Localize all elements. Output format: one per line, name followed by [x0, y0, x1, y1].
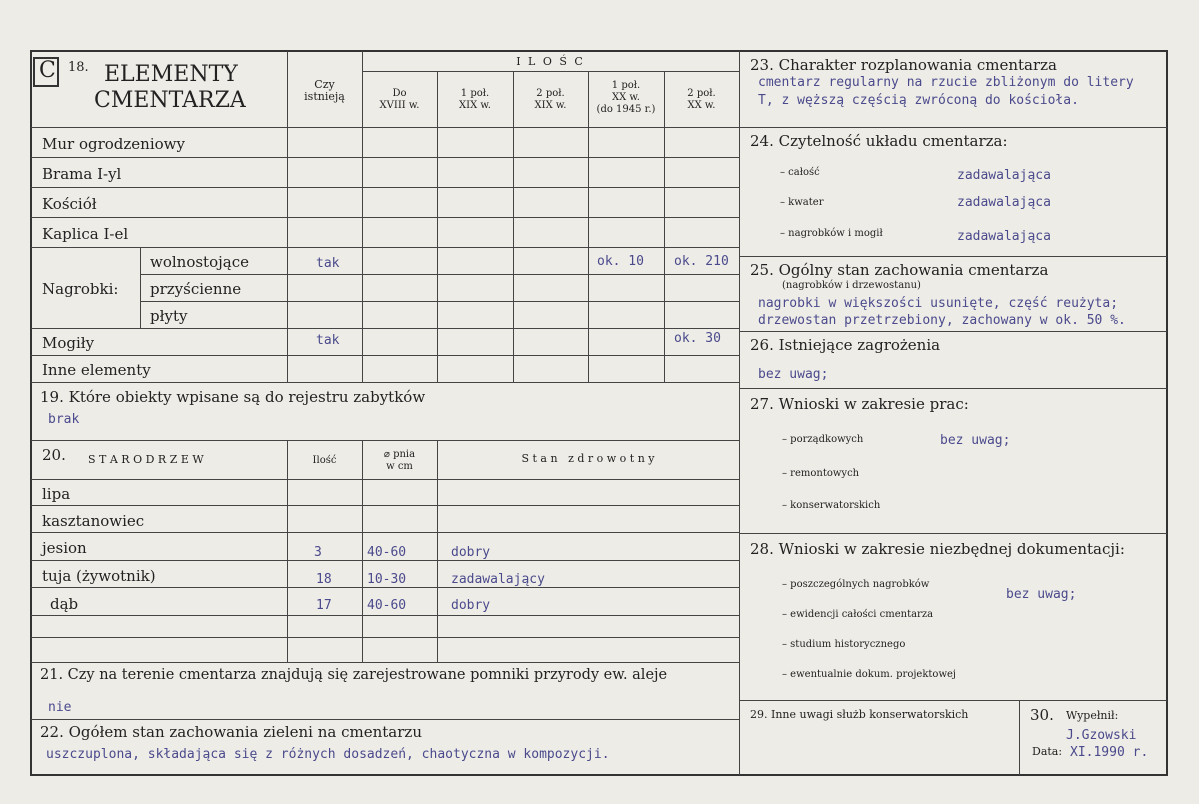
tree-count: 3 [314, 545, 322, 560]
trees-count-header: Ilość [312, 455, 337, 466]
section-18-title-2: CMENTARZA [94, 88, 246, 113]
row-wolnostojace: wolnostojące [150, 253, 249, 271]
grid-line [31, 560, 739, 561]
tree-state: dobry [451, 545, 491, 560]
trees-state-header: S t a n z d r o w o t n y [521, 452, 655, 465]
section-24-label: 24. Czytelność układu cmentarza: [750, 132, 1008, 150]
exists-header-1: Czy [314, 78, 335, 91]
tree-name: lipa [42, 485, 71, 503]
row-plyty: płyty [150, 307, 188, 325]
section-18-number: 18. [68, 60, 89, 75]
legibility-value-1: zadawalająca [957, 168, 1051, 183]
period-4-b: XX w. [612, 92, 640, 103]
grid-line [739, 331, 1167, 332]
grid-line [140, 247, 141, 328]
period-4-a: 1 poł. [611, 80, 641, 91]
grid-line [437, 72, 438, 382]
tree-diameter: 40-60 [367, 545, 407, 560]
grid-line [31, 532, 739, 533]
tree-state: dobry [451, 598, 491, 613]
tree-name: kasztanowiec [42, 512, 145, 530]
grid-line [31, 505, 739, 506]
grid-line [739, 256, 1167, 257]
grid-line [140, 301, 739, 302]
wolno-period4-value: ok. 10 [597, 254, 644, 269]
tree-diameter: 40-60 [367, 598, 407, 613]
section-19-label: 19. Które obiekty wpisane są do rejestru zabytków [40, 388, 426, 406]
section-21-value: nie [48, 700, 72, 715]
period-1-a: Do [392, 88, 407, 99]
grid-line [664, 72, 665, 382]
grid-line [31, 719, 739, 720]
docs-item-2: – ewidencji całości cmentarza [782, 609, 934, 620]
section-23-line-2: T, z węższą częścią zwróconą do kościoła. [758, 93, 1079, 108]
period-2-b: XIX w. [459, 100, 491, 111]
tree-name: jesion [42, 539, 87, 557]
works-value-1: bez uwag; [940, 433, 1011, 448]
mogily-exists-value: tak [316, 333, 340, 348]
grid-line [588, 72, 589, 382]
period-5-a: 2 poł. [687, 88, 716, 99]
grid-line [31, 157, 739, 158]
grid-line [31, 328, 739, 329]
grid-line [287, 440, 288, 662]
filled-by-name: J.Gzowski [1066, 728, 1137, 743]
quantity-header: I L O Ś C [516, 55, 585, 68]
docs-item-1: – poszczególnych nagrobków [782, 579, 930, 590]
tree-name: dąb [50, 595, 79, 613]
legibility-value-2: zadawalająca [957, 195, 1051, 210]
tree-count: 18 [316, 572, 332, 587]
works-item-1: – porządkowych [782, 434, 864, 445]
row-nagrobki: Nagrobki: [42, 280, 119, 298]
row-mogily: Mogiły [42, 334, 95, 352]
works-item-3: – konserwatorskich [782, 500, 881, 511]
exists-header-2: istnieją [304, 90, 345, 103]
section-29-label: 29. Inne uwagi służb konserwatorskich [750, 708, 969, 721]
period-3-b: XIX w. [534, 100, 567, 111]
legibility-item-2: – kwater [780, 197, 824, 208]
grid-line [31, 662, 739, 663]
legibility-item-3: – nagrobków i mogił [780, 228, 883, 239]
grid-line [739, 700, 1167, 701]
tree-state: zadawalający [451, 572, 545, 587]
section-20-title: S T A R O D R Z E W [88, 453, 204, 466]
docs-item-3: – studium historycznego [782, 639, 906, 650]
row-brama: Brama I-yl [42, 165, 122, 183]
row-mur: Mur ogrodzeniowy [42, 135, 185, 153]
tree-diameter: 10-30 [367, 572, 407, 587]
row-kaplica: Kaplica I-el [42, 225, 129, 243]
grid-line [31, 479, 739, 480]
period-1-b: XVIII w. [379, 100, 420, 111]
section-21-label: 21. Czy na terenie cmentarza znajdują się zarejestrowane pomniki przyrody ew. aleje [40, 667, 668, 683]
row-kosciol: Kościół [42, 195, 97, 213]
legibility-item-1: – całość [780, 167, 820, 178]
section-25-line-2: drzewostan przetrzebiony, zachowany w ok. 50 %. [758, 313, 1126, 328]
tree-name: tuja (żywotnik) [42, 567, 156, 585]
section-26-label: 26. Istniejące zagrożenia [750, 336, 941, 354]
grid-line [31, 187, 739, 188]
grid-line [31, 355, 739, 356]
grid-line [31, 127, 739, 128]
section-30-number: 30. [1030, 706, 1054, 724]
grid-line [31, 637, 739, 638]
column-divider [739, 51, 740, 775]
section-26-value: bez uwag; [758, 367, 829, 382]
legibility-value-3: zadawalająca [957, 229, 1051, 244]
docs-value: bez uwag; [1006, 587, 1077, 602]
tree-count: 17 [316, 598, 332, 613]
grid-line [31, 440, 739, 441]
section-19-value: brak [48, 412, 80, 427]
trees-diameter-header-1: ⌀ pnia [383, 449, 416, 460]
section-22-value: uszczuplona, składająca się z różnych dosadzeń, chaotyczna w kompozycji. [46, 747, 610, 762]
date-label: Data: [1032, 745, 1063, 758]
grid-line [31, 615, 739, 616]
grid-line [362, 71, 739, 72]
wolno-period5-value: ok. 210 [674, 254, 729, 269]
grid-line [362, 440, 363, 662]
row-przyscienne: przyścienne [150, 280, 242, 298]
period-4-c: (do 1945 r.) [596, 104, 656, 115]
grid-line [739, 388, 1167, 389]
filled-by-label: Wypełnił: [1066, 709, 1119, 722]
section-27-label: 27. Wnioski w zakresie prac: [750, 395, 969, 413]
section-28-label: 28. Wnioski w zakresie niezbędnej dokumentacji: [750, 540, 1125, 558]
grid-line [739, 533, 1167, 534]
section-18-title-1: ELEMENTY [104, 62, 238, 87]
section-22-label: 22. Ogółem stan zachowania zieleni na cmentarzu [40, 723, 422, 741]
row-inne: Inne elementy [42, 361, 151, 379]
period-5-b: XX w. [687, 100, 716, 111]
grid-line [437, 440, 438, 662]
wolno-exists-value: tak [316, 256, 340, 271]
section-20-number: 20. [42, 446, 66, 464]
period-3-a: 2 poł. [536, 88, 565, 99]
grid-line [31, 217, 739, 218]
works-item-2: – remontowych [782, 468, 860, 479]
grid-line [31, 382, 739, 383]
mogily-period5-value: ok. 30 [674, 331, 721, 346]
grid-line [31, 587, 739, 588]
section-23-line-1: cmentarz regularny na rzucie zbliżonym do litery [758, 75, 1134, 90]
section-25-label: 25. Ogólny stan zachowania cmentarza [750, 261, 1049, 279]
grid-line [513, 72, 514, 382]
section-25-line-1: nagrobki w większości usunięte, część reużyta; [758, 296, 1119, 311]
docs-item-4: – ewentualnie dokum. projektowej [782, 669, 957, 680]
trees-diameter-header-2: w cm [386, 461, 413, 472]
grid-line [739, 127, 1167, 128]
section-25-sublabel: (nagrobków i drzewostanu) [782, 280, 921, 291]
date-value: XI.1990 r. [1070, 745, 1149, 760]
card-letter: C [39, 58, 56, 83]
grid-line [1019, 700, 1020, 775]
grid-line [140, 274, 739, 275]
section-23-label: 23. Charakter rozplanowania cmentarza [750, 56, 1057, 74]
grid-line [31, 247, 739, 248]
period-2-a: 1 poł. [460, 88, 490, 99]
